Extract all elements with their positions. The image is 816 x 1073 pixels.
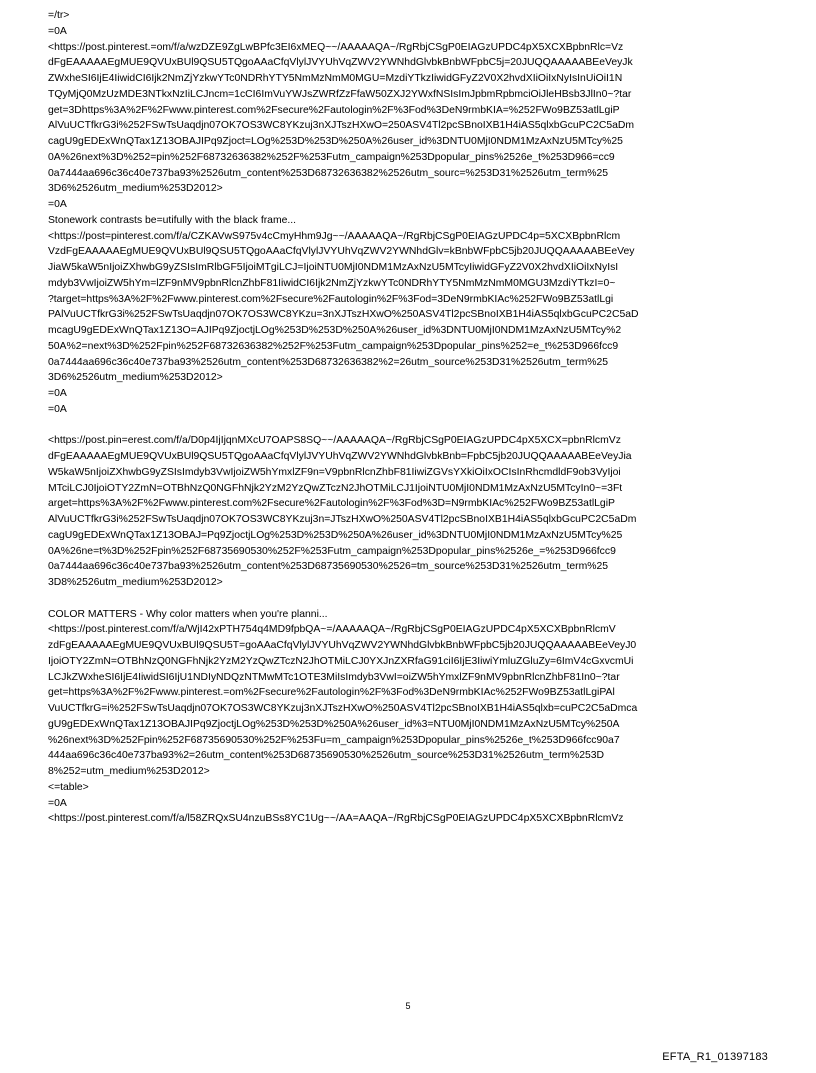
text-line: cagU9gEDExWnQTax1Z13OBAJ=Pq9ZjoctjLOg%253D%253D%250A%26user_id%3DNTU0MjI0NDM1MzAxNzU5MTcy%25 bbox=[48, 529, 623, 541]
text-line: <=table> bbox=[48, 781, 89, 793]
text-line: LCJkZWxheSI6IjE4IiwidSI6IjU1NDIyNDQzNTMwMTc1OTE3MiIsImdyb3VwI=oiZW5hYmxlZF9nMV9pbnRlcnZhbF81In0~?tar bbox=[48, 671, 620, 683]
page-number: 5 bbox=[405, 1001, 411, 1011]
text-line: ZWxheSI6IjE4IiwidCI6Ijk2NmZjYzkwYTc0NDRhYTY5NmMzNmM0MGU=MzdiYTkzIiwidGFyZ2V0X2hvdXIiOiIxNyIsInUiOiI1N bbox=[48, 73, 623, 84]
text-line: W5kaW5nIjoiZXhwbG9yZSIsImdyb3VwIjoiZW5hYmxlZF9n=V9pbnRlcnZhbF81IiwiZGVsYXkiOiIxOCIsInRhcmdldF9ob3VyIjoi bbox=[48, 466, 621, 478]
text-line: <https://post.pinterest.=om/f/a/wzDZE9ZgLwBPfc3EI6xMEQ~~/AAAAAQA~/RgRbjCSgP0EIAGzUPDC4pX5XCXBpbnRlc=Vz bbox=[48, 41, 624, 53]
text-line: %26next%3D%252Fpin%252F68735690530%252F%253Fu=m_campaign%253Dpopular_pins%2526e_t%253D966fcc90a7 bbox=[48, 734, 620, 746]
text-line: =0A bbox=[48, 797, 67, 809]
document-id-stamp: EFTA_R1_01397183 bbox=[662, 1051, 768, 1063]
text-line: dFgEAAAAAEgMUE9QVUxBUl9QSU5TQgoAAaCfqVlylJVYUhVqZWV2YWNhdGlvbkBnb=FpbC5jb20JUQQAAAAABEeVeyJia bbox=[48, 451, 632, 462]
text-line: IjoiOTY2ZmN=OTBhNzQ0NGFhNjk2YzM2YzQwZTczN2JhOTMiLCJ0YXJnZXRfaG91ciI6IjE3IiwiYmluZGluZy=6ImV4cGxvcmUi bbox=[48, 655, 634, 667]
text-line: =0A bbox=[48, 199, 67, 210]
text-line: VuUCTfkrG=i%252FSwTsUaqdjn07OK7OS3WC8YKzuj3nXJTszHXwO%250ASV4Tl2pcSBnoIXB1H4iAS5qlxb=cuPC2C5aDmca bbox=[48, 703, 638, 714]
text-line: =/tr> bbox=[48, 10, 70, 21]
text-line: <https://post.pin=erest.com/f/a/D0p4IjIjqnMXcU7OAPS8SQ~~/AAAAAQA~/RgRbjCSgP0EIAGzUPDC4pX5XCX=pbnRlcmVz bbox=[48, 435, 621, 447]
text-line: 444aa696c36c40e737ba93%2=26utm_content%253D68735690530%2526utm_source%253D31%2526utm_term%253D bbox=[48, 750, 605, 762]
text-line: get=https%3A%2F%2Fwww.pinterest.=om%2Fsecure%2Fautologin%2F%3Fod%3DeN9rmbKIAc%252FWo9BZ53atlLgiPAl bbox=[48, 687, 615, 699]
text-line: gU9gEDExWnQTax1Z13OBAJIPq9ZjoctjLOg%253D%253D%250A%26user_id%3=NTU0MjI0NDM1MzAxNzU5MTcy%250A bbox=[48, 718, 620, 730]
text-line: COLOR MATTERS - Why color matters when you're planni... bbox=[48, 608, 328, 620]
text-line: 3D6%2526utm_medium%253D2012> bbox=[48, 183, 223, 195]
blank-line bbox=[48, 591, 772, 607]
text-line: =0A bbox=[48, 388, 67, 399]
text-line: JiaW5kaW5nIjoiZXhwbG9yZSIsImRlbGF5IjoiMTgiLCJ=IjoiNTU0MjI0NDM1MzAxNzU5MTcyIiwidGFyZ2V0X2hvdXIiOiIxNyIsI bbox=[48, 262, 619, 273]
text-line: 50A%2=next%3D%252Fpin%252F68732636382%252F%253Futm_campaign%253Dpopular_pins%252=e_t%253D966fcc9 bbox=[48, 340, 619, 352]
text-line: <https://post=pinterest.com/f/a/CZKAVwS975v4cCmyHhm9Jg~~/AAAAAQA~/RgRbjCSgP0EIAGzUPDC4p=5XCXBpbnRlcm bbox=[48, 230, 621, 242]
text-line: TQyMjQ0MzUzMDE3NTkxNzIiLCJncm=1cCI6ImVuYWJsZWRfZzFfaW50ZXJ2YWxfNSIsImJpbmRpbmciOiJleHBsb3JlIn0~?tar bbox=[48, 88, 632, 100]
text-line: 0a7444aa696c36c40e737ba93%2526utm_content%253D68732636382%2526utm_sourc=%253D31%2526utm_term%25 bbox=[48, 167, 609, 179]
text-line: PAlVuUCTfkrG3i%252FSwTsUaqdjn07OK7OS3WC8YKzu=3nXJTszHXwO%250ASV4Tl2pcSBnoIXB1H4iAS5qlxbGcuPC2C5aD bbox=[48, 309, 639, 321]
text-line: =0A bbox=[48, 403, 67, 415]
blank-line bbox=[48, 418, 772, 434]
text-line: 0a7444aa696c36c40e737ba93%2526utm_content%253D68732636382%2=26utm_source%253D31%2526utm_term%25 bbox=[48, 356, 609, 368]
text-line: 8%252=utm_medium%253D2012> bbox=[48, 766, 210, 777]
text-line: get=3Dhttps%3A%2F%2Fwww.pinterest.com%2Fsecure%2Fautologin%2F%3Fod%3DeN9rmbKIA=%252FWo9BZ53atlLgiP bbox=[48, 104, 620, 116]
text-line: AlVuUCTfkrG3i%252FSwTsUaqdjn07OK7OS3WC8YKzuj3n=JTszHXwO%250ASV4Tl2pcSBnoIXB1H4iAS5qlxbGcuPC2C5aDm bbox=[48, 514, 637, 525]
text-line: dFgEAAAAAEgMUE9QVUxBUl9QSU5TQgoAAaCfqVlylJVYUhVqZWV2YWNhdGlvbkBnbWFpbC5j=20JUQQAAAAABEeVeyJk bbox=[48, 57, 633, 69]
text-line: cagU9gEDExWnQTax1Z13OBAJIPq9Zjoct=LOg%253D%253D%250A%26user_id%3DNTU0MjI0NDM1MzAxNzU5MTcy%25 bbox=[48, 136, 623, 147]
document-body bbox=[48, 8, 772, 827]
text-line: MTciLCJ0IjoiOTY2ZmN=OTBhNzQ0NGFhNjk2YzM2YzQwZTczN2JhOTMiLCJ1IjoiNTU0MjI0NDM1MzAxNzU5MTcyIn0~=3Ft bbox=[48, 482, 623, 494]
text-line: 3D8%2526utm_medium%253D2012> bbox=[48, 577, 223, 588]
text-line: arget=https%3A%2F%2Fwww.pinterest.com%2Fsecure%2Fautologin%2F%3Fod%3D=N9rmbKIAc%252FWo9BZ53atlLgiP bbox=[48, 498, 615, 510]
text-line: 0A%26ne=t%3D%252Fpin%252F68735690530%252F%253Futm_campaign%253Dpopular_pins%2526e_=%253D966fcc9 bbox=[48, 545, 616, 557]
text-line: mcagU9gEDExWnQTax1Z13O=AJIPq9ZjoctjLOg%253D%253D%250A%26user_id%3DNTU0MjI0NDM1MzAxNzU5MTcy%2 bbox=[48, 325, 622, 336]
text-line: 0a7444aa696c36c40e737ba93%2526utm_content%253D68735690530%2526=tm_source%253D31%2526utm_term%25 bbox=[48, 561, 609, 573]
text-line: =0A bbox=[48, 25, 67, 37]
text-line: 0A%26next%3D%252=pin%252F68732636382%252F%253Futm_campaign%253Dpopular_pins%2526e_t%253D966=cc9 bbox=[48, 151, 615, 163]
text-line: Stonework contrasts be=utifully with the black frame... bbox=[48, 214, 297, 226]
text-line: AlVuUCTfkrG3i%252FSwTsUaqdjn07OK7OS3WC8YKzuj3nXJTszHXwO=250ASV4Tl2pcSBnoIXB1H4iAS5qlxbGcuPC2C5aDm bbox=[48, 120, 635, 132]
text-line: zdFgEAAAAAEgMUE9QVUxBUl9QSU5T=goAAaCfqVlylJVYUhVqZWV2YWNhdGlvbkBnbWFpbC5jb20JUQQAAAAABEeVeyJ0 bbox=[48, 640, 637, 651]
text-line: 3D6%2526utm_medium%253D2012> bbox=[48, 372, 223, 384]
text-line: <https://post.pinterest.com/f/a/WjI42xPTH754q4MD9fpbQA~=/AAAAAQA~/RgRbjCSgP0EIAGzUPDC4pX5XCXBpbnRlcmV bbox=[48, 624, 616, 636]
text-line: mdyb3VwIjoiZW5hYm=lZF9nMV9pbnRlcnZhbF81IiwidCI6Ijk2NmZjYzkwYTc0NDRhYTY5NmMzNmM0MGU3MzdiYTkzI=0~ bbox=[48, 277, 616, 289]
text-line: <https://post.pinterest.com/f/a/l58ZRQxSU4nzuBSs8YC1Ug~~/AA=AAQA~/RgRbjCSgP0EIAGzUPDC4pX5XCXBpbnRlcmVz bbox=[48, 813, 624, 825]
text-line: VzdFgEAAAAAEgMUE9QVUxBUl9QSU5TQgoAAaCfqVlylJVYUhVqZWV2YWNhdGlv=kBnbWFpbC5jb20JUQQAAAAABEeVey bbox=[48, 246, 635, 258]
text-line: ?target=https%3A%2F%2Fwww.pinterest.com%2Fsecure%2Fautologin%2F%3Fod=3DeN9rmbKIAc%252FWo9BZ53atlLgi bbox=[48, 293, 614, 305]
